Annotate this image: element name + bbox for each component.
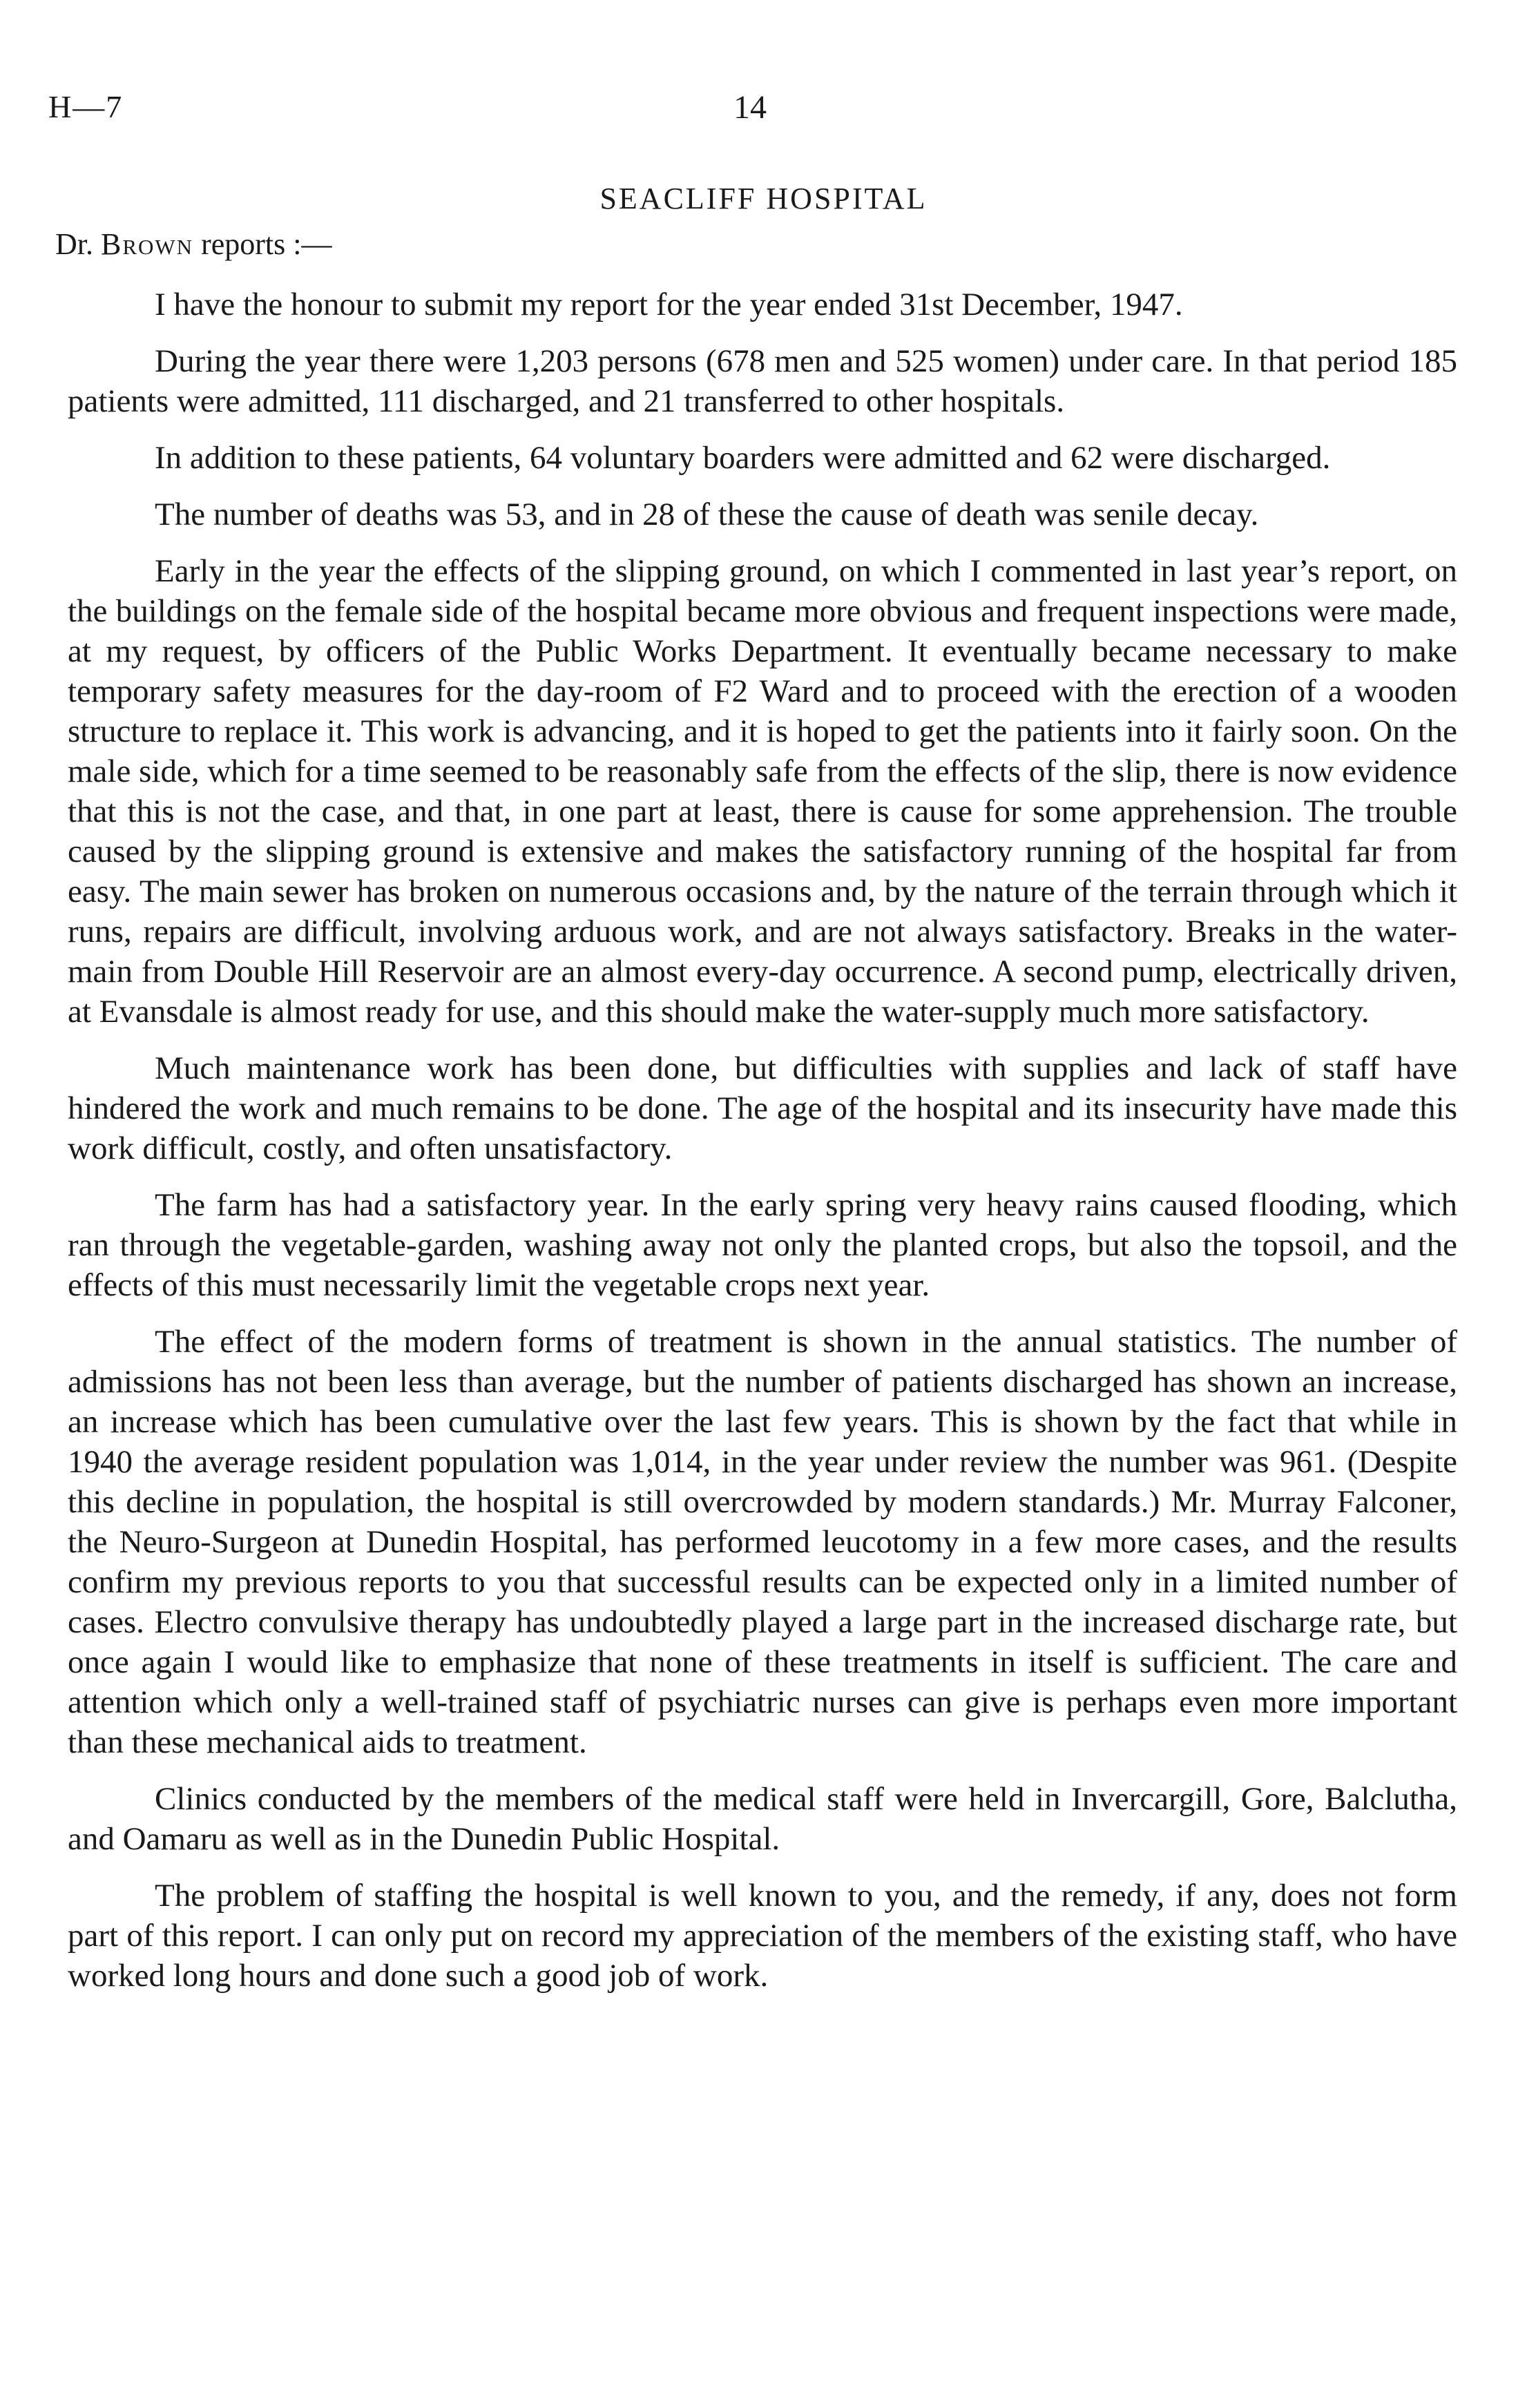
paragraph-treatment: The effect of the modern forms of treatment is shown in the annual statistics. The number of admissions has not been less than average, but the number of patients discharged has shown an increase, an increase which has been cumulative over the last few years. This is shown by the fact that while in 1940 the average resident population was 1,014, in the year under review the number was 961. (Despite this decline in population, the hospital is still overcrowded by modern standards.) Mr. Murray Falconer, the Neuro-Surgeon at Dunedin Hospital, has performed leucotomy in a few more cases, and the results confirm my previous reports to you that successful results can be expected only in a limited number of cases. Electro convulsive therapy has undoubtedly played a large part in the increased discharge rate, but once again I would like to emphasize that none of these treatments in itself is sufficient. The care and attention which only a well-trained staff of psychiatric nurses can give is perhaps even more important than these mechanical aids to treatment. [68, 1324, 1457, 1760]
running-head: H—7 [48, 89, 124, 124]
section-title: SEACLIFF HOSPITAL [599, 182, 928, 215]
author-suffix: reports :— [201, 227, 332, 261]
report-body [68, 285, 1457, 2012]
paragraph-intro: I have the honour to submit my report for the year ended 31st December, 1947. [155, 287, 1183, 322]
paragraph-persons-under-care: During the year there were 1,203 persons (678 men and 525 women) under care. In that period 185 patients were admitted, 111 discharged, and 21 transferred to other hospitals. [68, 343, 1457, 419]
page-number: 14 [733, 89, 767, 126]
paragraph-clinics: Clinics conducted by the members of the medical staff were held in Invercargill, Gore, Balclutha, and Oamaru as well as in the Dunedin Public Hospital. [68, 1781, 1457, 1857]
author-line [55, 227, 332, 262]
author-prefix: Dr. [55, 227, 93, 261]
paragraph-deaths: The number of deaths was 53, and in 28 of these the cause of death was senile decay. [155, 497, 1259, 532]
paragraph-farm: The farm has had a satisfactory year. In the early spring very heavy rains caused flooding, which ran through the vegetable-garden, washing away not only the planted crops, but also the topsoil, and the effects of this must necessarily limit the vegetable crops next year. [68, 1187, 1457, 1303]
paragraph-voluntary-boarders: In addition to these patients, 64 voluntary boarders were admitted and 62 were discharged. [155, 440, 1331, 476]
paragraph-staffing: The problem of staffing the hospital is well known to you, and the remedy, if any, does not form part of this report. I can only put on record my appreciation of the members of the existing staff, who have worked long hours and done such a good job of work. [68, 1878, 1457, 1994]
paragraph-maintenance: Much maintenance work has been done, but difficulties with supplies and lack of staff have hindered the work and much remains to be done. The age of the hospital and its insecurity have made this work difficult, costly, and often unsatisfactory. [68, 1050, 1457, 1166]
paragraph-slipping-ground: Early in the year the effects of the slipping ground, on which I commented in last year’s report, on the buildings on the female side of the hospital became more obvious and frequent inspections were made, at my request, by officers of the Public Works Department. It eventually became necessary to make temporary safety measures for the day-room of F2 Ward and to proceed with the erection of a wooden structure to replace it. This work is advancing, and it is hoped to get the patients into it fairly soon. On the male side, which for a time seemed to be reasonably safe from the effects of the slip, there is now evidence that this is not the case, and that, in one part at least, there is cause for some apprehension. The trouble caused by the slipping ground is extensive and makes the satisfactory running of the hospital far from easy. The main sewer has broken on numerous occasions and, by the nature of the terrain through which it runs, repairs are difficult, involving arduous work, and are not always satisfactory. Breaks in the water-main from Double Hill Reservoir are an almost every-day occurrence. A second pump, electrically driven, at Evansdale is almost ready for use, and this should make the water-supply much more satisfactory. [68, 553, 1457, 1030]
author-name: Brown [101, 227, 194, 261]
